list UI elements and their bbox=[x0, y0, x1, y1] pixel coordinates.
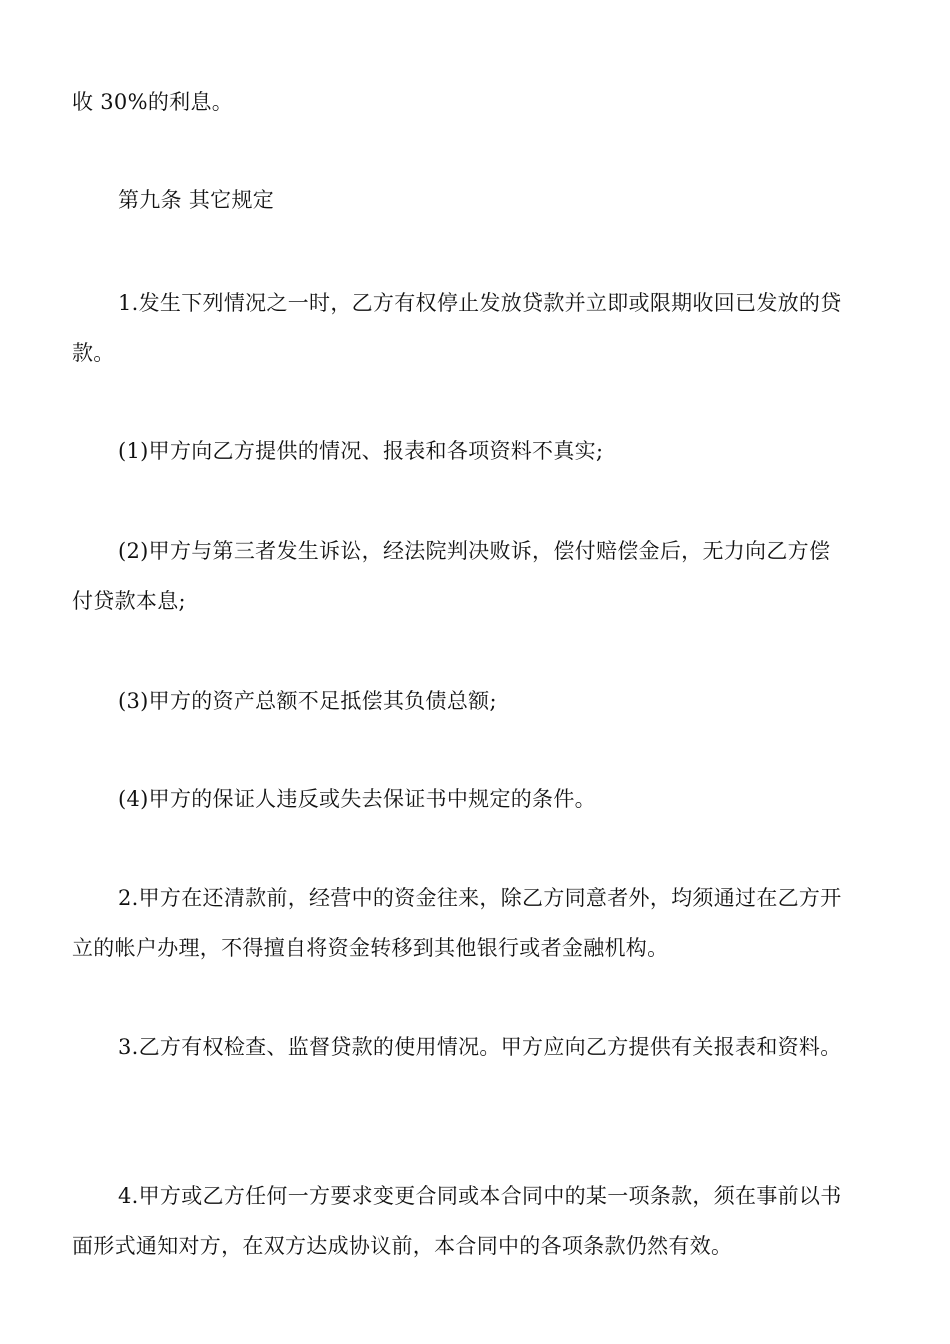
sub-item-2-line-1: (2)甲方与第三者发生诉讼，经法院判决败诉，偿付赔偿金后，无力向乙方偿 bbox=[118, 539, 831, 563]
sub-item-4: (4)甲方的保证人违反或失去保证书中规定的条件。 bbox=[118, 787, 596, 811]
article-heading: 第九条 其它规定 bbox=[118, 188, 275, 212]
sub-item-2-line-2: 付贷款本息; bbox=[72, 589, 186, 613]
sub-item-3: (3)甲方的资产总额不足抵偿其负债总额; bbox=[118, 689, 497, 713]
continuation-line: 收 30%的利息。 bbox=[72, 90, 234, 114]
sub-item-1: (1)甲方向乙方提供的情况、报表和各项资料不真实; bbox=[118, 439, 604, 463]
item-4-line-2: 面形式通知对方，在双方达成协议前，本合同中的各项条款仍然有效。 bbox=[72, 1234, 733, 1258]
item-2-line-2: 立的帐户办理，不得擅自将资金转移到其他银行或者金融机构。 bbox=[72, 936, 669, 960]
item-1-line-2: 款。 bbox=[72, 341, 115, 365]
item-3: 3.乙方有权检查、监督贷款的使用情况。甲方应向乙方提供有关报表和资料。 bbox=[118, 1035, 842, 1059]
item-4-line-1: 4.甲方或乙方任何一方要求变更合同或本合同中的某一项条款，须在事前以书 bbox=[118, 1184, 842, 1208]
item-1-line-1: 1.发生下列情况之一时，乙方有权停止发放贷款并立即或限期收回已发放的贷 bbox=[118, 291, 842, 315]
item-2-line-1: 2.甲方在还清款前，经营中的资金往来，除乙方同意者外，均须通过在乙方开 bbox=[118, 886, 842, 910]
